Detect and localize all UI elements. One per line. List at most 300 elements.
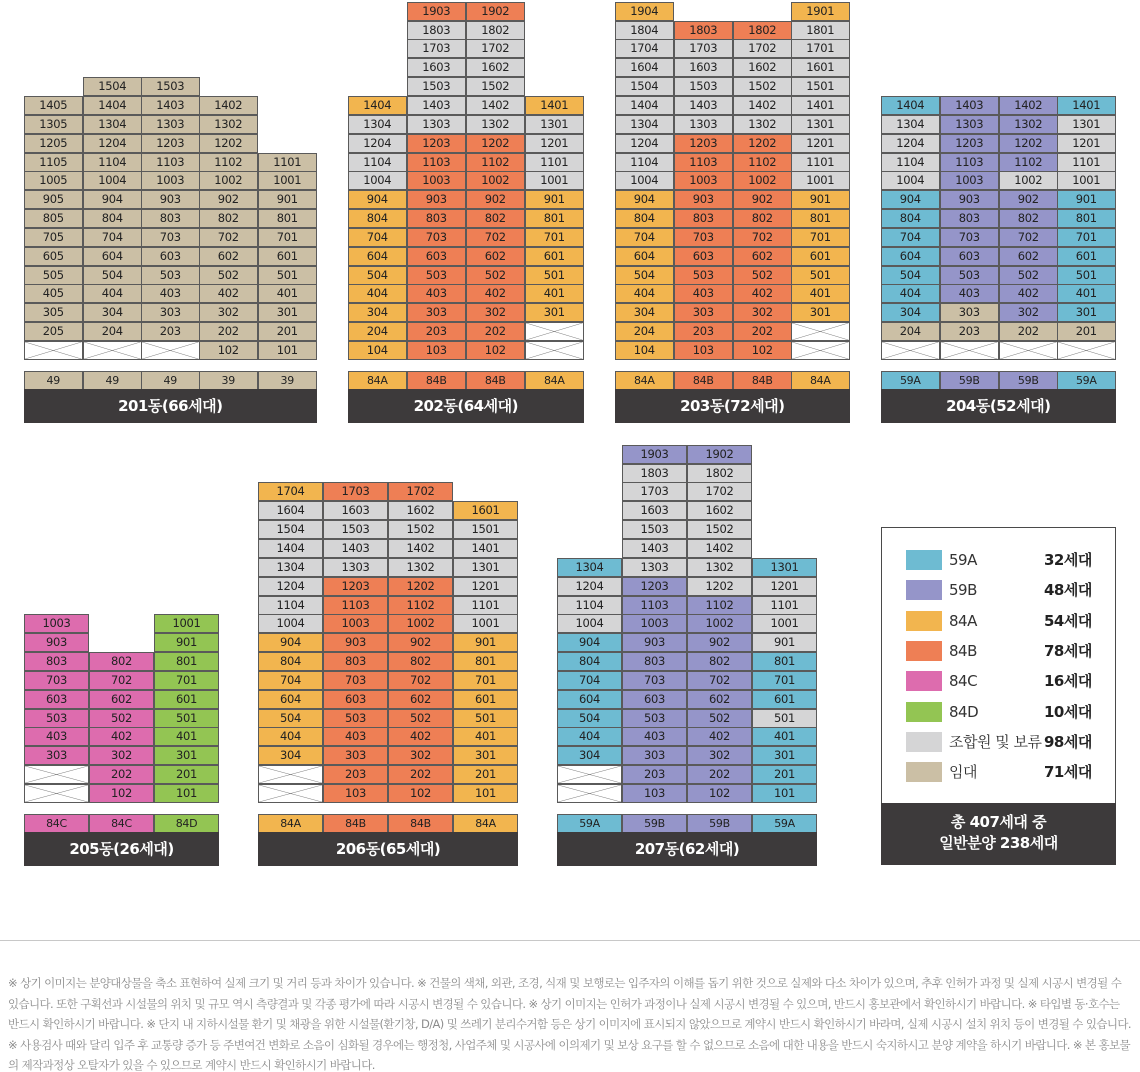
unit-cell: 602 [687,690,752,709]
unit-cell: 1304 [83,115,142,134]
legend-name: 59B [949,581,977,600]
unit-cell: 503 [323,709,388,728]
unit-cell: 1402 [999,96,1058,115]
unit-cell: 1202 [733,134,792,153]
empty-slot [24,784,89,803]
unit-cell: 702 [999,228,1058,247]
unit-cell: 1001 [258,171,317,190]
unit-cell: 701 [1057,228,1116,247]
unit-cell: 1903 [622,445,687,464]
unit-cell: 1004 [557,614,622,633]
unit-cell: 1101 [752,596,817,615]
legend-name: 84C [949,672,978,691]
unit-cell: 1103 [940,153,999,172]
unit-cell: 1802 [733,21,792,40]
unit-cell: 602 [466,247,525,266]
unit-cell: 1004 [348,171,407,190]
unit-cell: 905 [24,190,83,209]
unit-cell: 601 [453,690,518,709]
legend-total [881,803,1116,865]
unit-cell: 101 [154,784,219,803]
unit-cell: 1004 [615,171,674,190]
unit-cell: 602 [733,247,792,266]
unit-cell: 504 [83,266,142,285]
unit-cell: 102 [466,341,525,360]
unit-cell: 1004 [881,171,940,190]
unit-cell: 101 [752,784,817,803]
unit-cell: 1204 [83,134,142,153]
unit-cell: 1303 [940,115,999,134]
unit-cell: 202 [89,765,154,784]
unit-cell: 704 [258,671,323,690]
unit-cell: 1003 [323,614,388,633]
unit-cell: 901 [791,190,850,209]
unit-cell: 703 [940,228,999,247]
unit-cell: 403 [323,727,388,746]
unit-cell: 201 [154,765,219,784]
unit-cell: 703 [323,671,388,690]
unit-cell: 601 [154,690,219,709]
unit-cell: 603 [24,690,89,709]
unit-cell: 901 [1057,190,1116,209]
unit-cell: 102 [89,784,154,803]
unit-cell: 602 [89,690,154,709]
unit-cell: 1404 [881,96,940,115]
legend-count: 78세대 [1044,641,1092,660]
unit-cell: 603 [141,247,200,266]
unit-cell: 1202 [466,134,525,153]
unit-cell: 901 [525,190,584,209]
unit-cell: 104 [348,341,407,360]
unit-cell: 1504 [258,520,323,539]
unit-cell: 1001 [752,614,817,633]
unit-cell: 303 [940,303,999,322]
unit-cell: 1001 [453,614,518,633]
unit-cell: 1001 [1057,171,1116,190]
unit-cell: 301 [752,746,817,765]
unit-cell: 1202 [999,134,1058,153]
unit-cell: 1003 [940,171,999,190]
unit-cell: 1601 [791,58,850,77]
unit-cell: 103 [407,341,466,360]
unit-cell: 401 [154,727,219,746]
unit-cell: 1604 [615,58,674,77]
unit-cell: 305 [24,303,83,322]
legend-swatch [906,702,942,722]
unit-cell: 601 [1057,247,1116,266]
unit-cell: 1701 [791,39,850,58]
unit-cell: 803 [674,209,733,228]
empty-slot [525,341,584,360]
unit-cell: 1403 [323,539,388,558]
unit-cell: 1104 [258,596,323,615]
unit-cell: 701 [453,671,518,690]
unit-cell: 1102 [466,153,525,172]
legend-swatch [906,732,942,752]
empty-slot [525,322,584,341]
unit-cell: 903 [24,633,89,652]
unit-cell: 1501 [791,77,850,96]
unit-cell: 1503 [141,77,200,96]
unit-cell: 1904 [615,2,674,21]
unit-cell: 1603 [622,501,687,520]
type-label: 84B [733,371,792,390]
building-title: 207동(62세대) [557,832,817,866]
unit-cell: 205 [24,322,83,341]
unit-cell: 104 [615,341,674,360]
unit-cell: 502 [687,709,752,728]
unit-cell: 103 [622,784,687,803]
unit-cell: 801 [453,652,518,671]
disclaimer-text: ※ 상기 이미지는 분양대상물을 축소 표현하여 실제 크기 및 거리 등과 차이가 있습니다. ※ 건물의 색채, 외관, 조경, 식재 및 보행로는 입주자의 이해를 돕기 위한 것으로 실제와 다소 차이가 있으며, 추후 인허가 과정 및 실제 시공시 변경될 수 있습니다. 또한 구획선과 시설물의 위치 및 규모 역시 측량결과 및 각종 평가에 따라 시공시 변경될 수 있습니다. ※ 상기 이미지는 인허가 과정이나 실제 시공시 변경될 수 있으며, 반드시 홍보관에서 확인하시기 바랍니다. ※ 타입별 동·호수는 반드시 확인하시기 바랍니다. ※ 단지 내 지하시설물 환기 및 채광을 위한 시설물(환기창, D/A) 및 쓰레기 분리수거함 등은 상기 이미지에 표시되지 않았으므로 계약시 반드시 확인하시기 바라며, 실제 시공시 설치 위치 등이 변경될 수 있습니다. ※ 사용검사 때와 달리 입주 후 교통량 증가 등 주변여건 변화로 소음이 심화될 경우에는 행정청, 사업주체 및 시공사에 이의제기 및 보상 요구를 할 수 없으므로 소음에 대한 내용을 반드시 숙지하시고 분양 계약을 하시기 바랍니다. ※ 본 홍보물의 제작과정상 오탈자가 있을 수 있으므로 계약시 반드시 확인하시기 바랍니다. [8,976,1131,1072]
unit-cell: 1602 [466,58,525,77]
unit-cell: 903 [674,190,733,209]
unit-cell: 1703 [323,482,388,501]
type-label: 84A [258,814,323,833]
unit-cell: 604 [881,247,940,266]
type-label: 84D [154,814,219,833]
unit-cell: 1203 [323,577,388,596]
unit-cell: 1203 [141,134,200,153]
unit-cell: 601 [258,247,317,266]
empty-slot [999,341,1058,360]
unit-cell: 1301 [791,115,850,134]
unit-cell: 804 [615,209,674,228]
unit-cell: 302 [466,303,525,322]
unit-cell: 1503 [674,77,733,96]
unit-cell: 1702 [733,39,792,58]
empty-slot [83,341,142,360]
unit-cell: 901 [258,190,317,209]
unit-cell: 302 [89,746,154,765]
unit-cell: 1503 [622,520,687,539]
type-label: 84C [89,814,154,833]
unit-cell: 804 [348,209,407,228]
unit-cell: 103 [323,784,388,803]
empty-slot [557,765,622,784]
unit-cell: 1001 [791,171,850,190]
unit-cell: 101 [258,341,317,360]
unit-cell: 605 [24,247,83,266]
unit-cell: 202 [733,322,792,341]
unit-cell: 1002 [733,171,792,190]
unit-cell: 302 [733,303,792,322]
unit-cell: 603 [940,247,999,266]
unit-cell: 801 [1057,209,1116,228]
unit-cell: 903 [141,190,200,209]
unit-cell: 703 [141,228,200,247]
unit-cell: 803 [141,209,200,228]
legend-swatch [906,641,942,661]
unit-cell: 1301 [525,115,584,134]
unit-cell: 402 [687,727,752,746]
unit-cell: 301 [525,303,584,322]
unit-cell: 902 [466,190,525,209]
unit-cell: 1502 [388,520,453,539]
unit-cell: 901 [752,633,817,652]
type-label: 84A [615,371,674,390]
unit-cell: 1401 [1057,96,1116,115]
unit-cell: 1803 [622,464,687,483]
unit-cell: 1404 [615,96,674,115]
unit-cell: 1102 [388,596,453,615]
unit-cell: 1205 [24,134,83,153]
unit-cell: 1504 [615,77,674,96]
unit-cell: 803 [407,209,466,228]
unit-cell: 1403 [674,96,733,115]
unit-cell: 402 [388,727,453,746]
unit-cell: 1001 [525,171,584,190]
unit-cell: 1104 [83,153,142,172]
unit-cell: 704 [615,228,674,247]
unit-cell: 803 [940,209,999,228]
unit-cell: 803 [622,652,687,671]
unit-cell: 1302 [388,558,453,577]
unit-cell: 201 [453,765,518,784]
unit-cell: 1802 [466,21,525,40]
unit-cell: 1402 [687,539,752,558]
unit-cell: 1502 [687,520,752,539]
unit-cell: 401 [1057,284,1116,303]
unit-cell: 503 [407,266,466,285]
unit-cell: 904 [348,190,407,209]
unit-cell: 1501 [453,520,518,539]
empty-slot [24,341,83,360]
type-label: 59B [940,371,999,390]
unit-cell: 304 [258,746,323,765]
unit-cell: 703 [674,228,733,247]
unit-cell: 1202 [687,577,752,596]
unit-cell: 1402 [466,96,525,115]
unit-cell: 1003 [407,171,466,190]
unit-cell: 1403 [940,96,999,115]
unit-cell: 1001 [154,614,219,633]
unit-cell: 703 [24,671,89,690]
unit-cell: 403 [407,284,466,303]
unit-cell: 1301 [752,558,817,577]
empty-slot [1057,341,1116,360]
unit-cell: 804 [557,652,622,671]
legend-name: 조합원 및 보류 [949,732,1042,751]
unit-cell: 1404 [348,96,407,115]
unit-cell: 1102 [199,153,258,172]
unit-cell: 1602 [733,58,792,77]
unit-cell: 302 [388,746,453,765]
type-label: 84C [24,814,89,833]
unit-cell: 1301 [453,558,518,577]
unit-cell: 102 [687,784,752,803]
unit-cell: 1103 [141,153,200,172]
unit-cell: 401 [258,284,317,303]
unit-cell: 801 [791,209,850,228]
unit-cell: 1201 [1057,134,1116,153]
unit-cell: 604 [615,247,674,266]
unit-cell: 1704 [258,482,323,501]
legend-name: 84B [949,641,977,660]
unit-cell: 903 [940,190,999,209]
unit-cell: 202 [199,322,258,341]
unit-cell: 1204 [348,134,407,153]
unit-cell: 1104 [881,153,940,172]
unit-cell: 805 [24,209,83,228]
unit-cell: 604 [83,247,142,266]
unit-cell: 1203 [407,134,466,153]
unit-cell: 502 [89,709,154,728]
unit-cell: 1704 [615,39,674,58]
unit-cell: 1004 [83,171,142,190]
type-label: 84A [791,371,850,390]
unit-cell: 502 [199,266,258,285]
unit-cell: 1402 [199,96,258,115]
type-label: 84A [453,814,518,833]
unit-cell: 501 [154,709,219,728]
unit-cell: 802 [999,209,1058,228]
unit-cell: 802 [466,209,525,228]
unit-cell: 1803 [407,21,466,40]
type-label: 49 [24,371,83,390]
unit-cell: 1202 [199,134,258,153]
unit-cell: 904 [881,190,940,209]
building-title: 206동(65세대) [258,832,518,866]
unit-cell: 1303 [407,115,466,134]
type-label: 84B [466,371,525,390]
unit-cell: 203 [622,765,687,784]
type-label: 49 [83,371,142,390]
unit-cell: 1402 [733,96,792,115]
unit-cell: 904 [83,190,142,209]
unit-cell: 1304 [615,115,674,134]
unit-cell: 302 [999,303,1058,322]
unit-cell: 1302 [733,115,792,134]
unit-cell: 1304 [258,558,323,577]
unit-cell: 1302 [999,115,1058,134]
unit-cell: 303 [407,303,466,322]
unit-cell: 1401 [525,96,584,115]
unit-cell: 405 [24,284,83,303]
unit-cell: 1405 [24,96,83,115]
unit-cell: 701 [525,228,584,247]
unit-cell: 1105 [24,153,83,172]
legend-count: 32세대 [1044,551,1092,569]
unit-cell: 301 [791,303,850,322]
legend-swatch [906,762,942,782]
unit-cell: 401 [791,284,850,303]
unit-cell: 102 [388,784,453,803]
legend-count: 54세대 [1044,611,1092,630]
unit-cell: 1002 [199,171,258,190]
unit-cell: 403 [622,727,687,746]
unit-cell: 1702 [466,39,525,58]
unit-cell: 803 [323,652,388,671]
unit-cell: 801 [752,652,817,671]
unit-cell: 1503 [323,520,388,539]
unit-cell: 603 [674,247,733,266]
unit-cell: 1201 [453,577,518,596]
unit-cell: 1203 [674,134,733,153]
empty-slot [791,341,850,360]
unit-cell: 903 [622,633,687,652]
unit-cell: 701 [154,671,219,690]
unit-cell: 703 [622,671,687,690]
unit-cell: 504 [258,709,323,728]
unit-cell: 303 [674,303,733,322]
legend-name: 임대 [949,763,977,782]
unit-cell: 1604 [258,501,323,520]
unit-cell: 502 [999,266,1058,285]
legend-swatch [906,550,942,570]
unit-cell: 401 [525,284,584,303]
building-title: 205동(26세대) [24,832,219,866]
empty-slot [141,341,200,360]
unit-cell: 1101 [525,153,584,172]
unit-cell: 803 [24,652,89,671]
unit-cell: 203 [674,322,733,341]
unit-cell: 604 [348,247,407,266]
unit-cell: 1502 [466,77,525,96]
unit-cell: 804 [83,209,142,228]
unit-cell: 1002 [687,614,752,633]
building-title: 204동(52세대) [881,389,1116,423]
unit-cell: 503 [622,709,687,728]
unit-cell: 503 [674,266,733,285]
unit-cell: 1003 [24,614,89,633]
legend-count: 98세대 [1044,732,1092,751]
empty-slot [24,765,89,784]
legend-count: 48세대 [1044,581,1092,600]
unit-cell: 1603 [323,501,388,520]
unit-cell: 304 [83,303,142,322]
unit-cell: 1102 [733,153,792,172]
unit-cell: 601 [752,690,817,709]
unit-cell: 902 [199,190,258,209]
unit-cell: 302 [687,746,752,765]
unit-cell: 1603 [674,58,733,77]
building-title: 201동(66세대) [24,389,317,423]
unit-cell: 1103 [323,596,388,615]
unit-cell: 1204 [881,134,940,153]
divider [0,940,1140,941]
unit-cell: 702 [89,671,154,690]
unit-cell: 702 [199,228,258,247]
unit-cell: 402 [89,727,154,746]
unit-cell: 504 [557,709,622,728]
unit-cell: 401 [453,727,518,746]
unit-cell: 404 [881,284,940,303]
unit-cell: 801 [525,209,584,228]
unit-cell: 1801 [791,21,850,40]
unit-cell: 701 [752,671,817,690]
type-label: 59B [622,814,687,833]
legend-name: 84A [949,611,977,630]
unit-cell: 403 [24,727,89,746]
unit-cell: 401 [752,727,817,746]
type-label: 59B [999,371,1058,390]
unit-cell: 1401 [453,539,518,558]
unit-cell: 903 [407,190,466,209]
unit-cell: 1202 [388,577,453,596]
unit-cell: 301 [258,303,317,322]
unit-cell: 1004 [258,614,323,633]
unit-cell: 701 [791,228,850,247]
unit-cell: 604 [258,690,323,709]
unit-cell: 903 [323,633,388,652]
unit-cell: 1303 [622,558,687,577]
unit-cell: 901 [453,633,518,652]
legend-name: 59A [949,551,977,569]
unit-cell: 501 [791,266,850,285]
unit-cell: 1903 [407,2,466,21]
type-label: 84B [388,814,453,833]
